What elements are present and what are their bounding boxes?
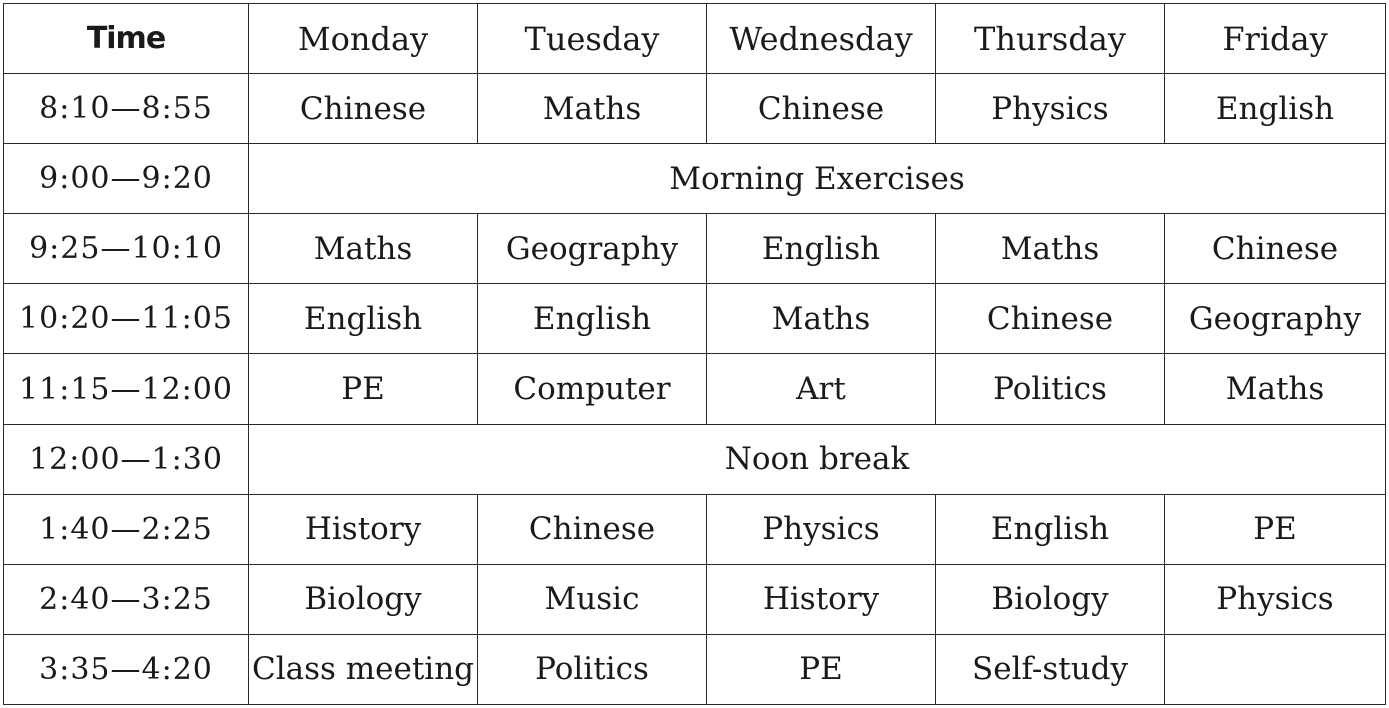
morning-exercises-cell: Morning Exercises: [249, 144, 1386, 214]
subject-cell: Biology: [249, 564, 478, 634]
table-row: [4, 494, 1386, 564]
table-row: [4, 214, 1386, 284]
subject-cell: PE: [707, 634, 936, 704]
table-row: [4, 564, 1386, 634]
day-header-wednesday: Wednesday: [707, 4, 936, 74]
subject-cell: Chinese: [249, 74, 478, 144]
subject-cell: PE: [249, 354, 478, 424]
time-slot: 8:10—8:55: [4, 74, 249, 144]
noon-break-cell: Noon break: [249, 424, 1386, 494]
subject-cell: Music: [478, 564, 707, 634]
table-row: [4, 74, 1386, 144]
subject-cell: Maths: [1165, 354, 1386, 424]
time-slot: 9:00—9:20: [4, 144, 249, 214]
table-row: [4, 424, 1386, 494]
time-slot: 10:20—11:05: [4, 284, 249, 354]
subject-cell: Chinese: [478, 494, 707, 564]
header-row: [4, 4, 1386, 74]
time-slot: 9:25—10:10: [4, 214, 249, 284]
table-row: [4, 284, 1386, 354]
time-slot: 11:15—12:00: [4, 354, 249, 424]
subject-cell: Art: [707, 354, 936, 424]
table-row: [4, 634, 1386, 704]
subject-cell: Geography: [1165, 284, 1386, 354]
subject-cell: Self-study: [936, 634, 1165, 704]
subject-cell: Physics: [1165, 564, 1386, 634]
subject-cell: Physics: [936, 74, 1165, 144]
subject-cell: Chinese: [936, 284, 1165, 354]
day-header-monday: Monday: [249, 4, 478, 74]
subject-cell: History: [249, 494, 478, 564]
subject-cell: Maths: [707, 284, 936, 354]
subject-cell: Class meeting: [249, 634, 478, 704]
subject-cell: Maths: [249, 214, 478, 284]
table-row: [4, 144, 1386, 214]
subject-cell: English: [1165, 74, 1386, 144]
class-timetable: [3, 3, 1386, 705]
time-slot: 12:00—1:30: [4, 424, 249, 494]
subject-cell: Chinese: [1165, 214, 1386, 284]
subject-cell: Biology: [936, 564, 1165, 634]
table-row: [4, 354, 1386, 424]
subject-cell: [1165, 634, 1386, 704]
day-header-tuesday: Tuesday: [478, 4, 707, 74]
subject-cell: English: [707, 214, 936, 284]
day-header-friday: Friday: [1165, 4, 1386, 74]
time-slot: 3:35—4:20: [4, 634, 249, 704]
time-slot: 1:40—2:25: [4, 494, 249, 564]
subject-cell: Chinese: [707, 74, 936, 144]
subject-cell: Geography: [478, 214, 707, 284]
subject-cell: Politics: [478, 634, 707, 704]
subject-cell: PE: [1165, 494, 1386, 564]
subject-cell: English: [478, 284, 707, 354]
subject-cell: Computer: [478, 354, 707, 424]
subject-cell: Politics: [936, 354, 1165, 424]
subject-cell: Maths: [936, 214, 1165, 284]
subject-cell: Physics: [707, 494, 936, 564]
subject-cell: English: [936, 494, 1165, 564]
time-slot: 2:40—3:25: [4, 564, 249, 634]
time-column-header: Time: [4, 4, 249, 74]
subject-cell: English: [249, 284, 478, 354]
subject-cell: History: [707, 564, 936, 634]
day-header-thursday: Thursday: [936, 4, 1165, 74]
subject-cell: Maths: [478, 74, 707, 144]
